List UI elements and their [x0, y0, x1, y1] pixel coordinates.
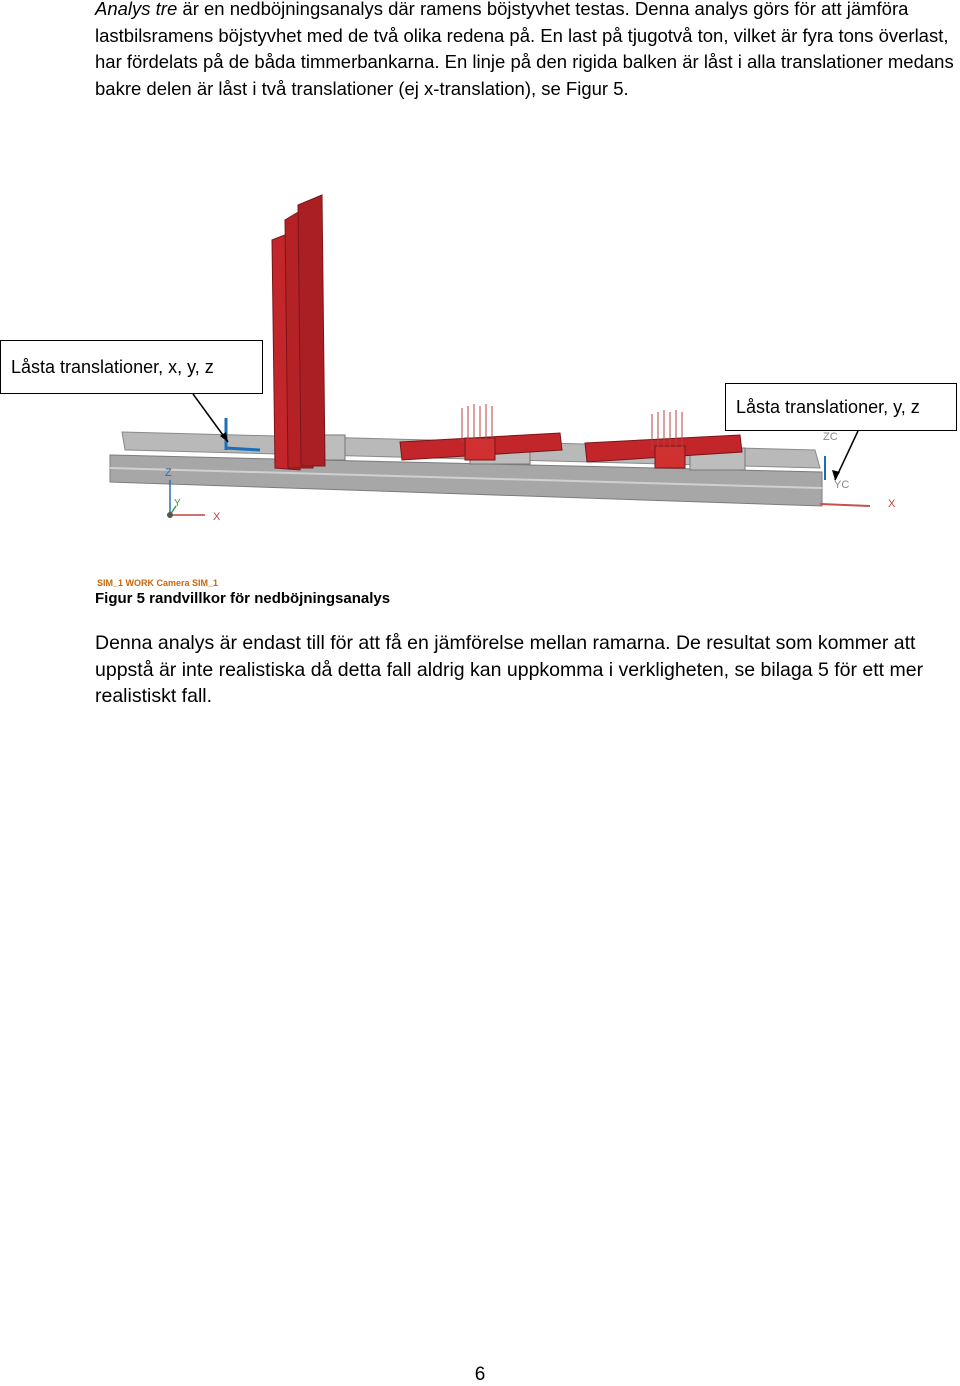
outro-paragraph: Denna analys är endast till för att få en jämförelse mellan ramarna. De resultat som kommer att uppstå är inte realistiska då detta fall aldrig kan uppkomma i verkligheten, se bilaga 5 för ett mer realistiskt fall. [95, 632, 924, 707]
page-number: 6 [474, 1364, 486, 1385]
callout-locked-yz: Låsta translationer, y, z [725, 383, 957, 431]
axis-label-yc: YC [834, 479, 850, 491]
load-arrows-1 [462, 404, 492, 442]
axis-label-y: Y [174, 498, 181, 509]
sim-camera-label: SIM_1 WORK Camera SIM_1 [97, 578, 219, 588]
axis-label-x-right: X [888, 498, 896, 510]
intro-paragraph [95, 0, 955, 102]
x-axis-line [820, 504, 870, 506]
figure-caption: Figur 5 randvillkor för nedböjningsanalys [95, 590, 391, 607]
axis-label-x: X [213, 511, 221, 523]
truck-frame-figure [0, 150, 960, 580]
intro-text: är en nedböjningsanalys där ramens böjstyvhet testas. Denna analys görs för att jämföra lastbilsramens böjstyvhet med de två olika redena på. En last på tjugotvå ton, vilket är fyra tons överlast, har fördelats på de båda timmerbankarna. En linje på den rigida balken är låst i alla translationer medans bakre delen är låst i två translationer (ej x-translation), se Figur 5. [95, 0, 954, 99]
stake-rear [298, 195, 325, 466]
axis-label-z: Z [165, 467, 172, 479]
callout-locked-xyz: Låsta translationer, x, y, z [0, 340, 263, 394]
intro-italic-lead: Analys tre [95, 0, 178, 19]
axis-label-zc: ZC [823, 431, 838, 443]
triad-origin [167, 512, 173, 518]
